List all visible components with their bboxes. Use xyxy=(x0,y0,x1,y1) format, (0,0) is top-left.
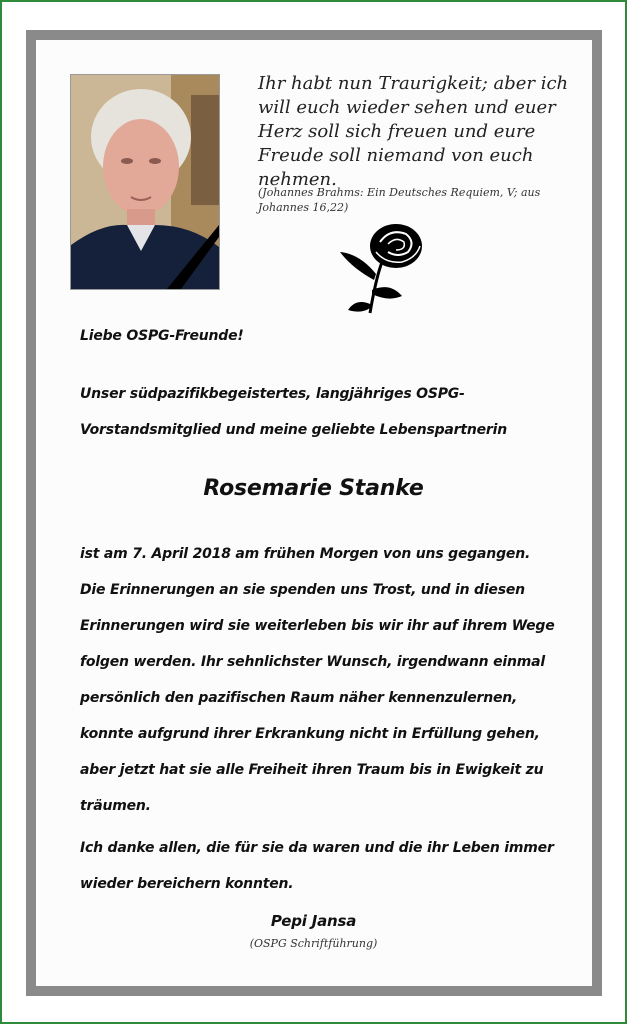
body-text: ist am 7. April 2018 am frühen Morgen von uns gegangen. Die Erinnerungen an sie spenden uns Trost, und in diesen Erinnerungen wird sie weiterleben bis wir ihr auf ihrem Wege folgen werden. Ihr sehnlichster Wunsch, irgendwann einmal persönlich den pazifischen Raum näher kennenzulernen, konnte aufgrund ihrer Erkrankung nicht in Erfüllung gehen, aber jetzt hat sie alle Freiheit ihren Traum bis in Ewigkeit zu träumen. xyxy=(80,546,555,814)
thanks-text: Ich danke allen, die für sie da waren und die ihr Leben immer wieder bereichern konnten. xyxy=(80,840,554,892)
portrait-with-mourning-ribbon-icon xyxy=(71,75,219,289)
signature: Pepi Jansa xyxy=(270,912,357,930)
signature-role: (OSPG Schriftführung) xyxy=(249,937,378,950)
greeting: Liebe OSPG-Freunde! xyxy=(80,328,244,344)
deceased-name: Rosemarie Stanke xyxy=(203,476,424,501)
portrait-photo xyxy=(70,74,220,290)
rose-icon xyxy=(330,218,430,318)
intro-text: Unser südpazifikbegeistertes, langjähriges OSPG-Vorstandsmitglied und meine geliebte Lebenspartnerin xyxy=(80,386,507,438)
quote-source: (Johannes Brahms: Ein Deutsches Requiem, V; aus Johannes 16,22) xyxy=(258,186,541,214)
bible-quote: Ihr habt nun Traurigkeit; aber ich will euch wieder sehen und euer Herz soll sich freuen und eure Freude soll niemand von euch nehmen. xyxy=(258,73,569,190)
